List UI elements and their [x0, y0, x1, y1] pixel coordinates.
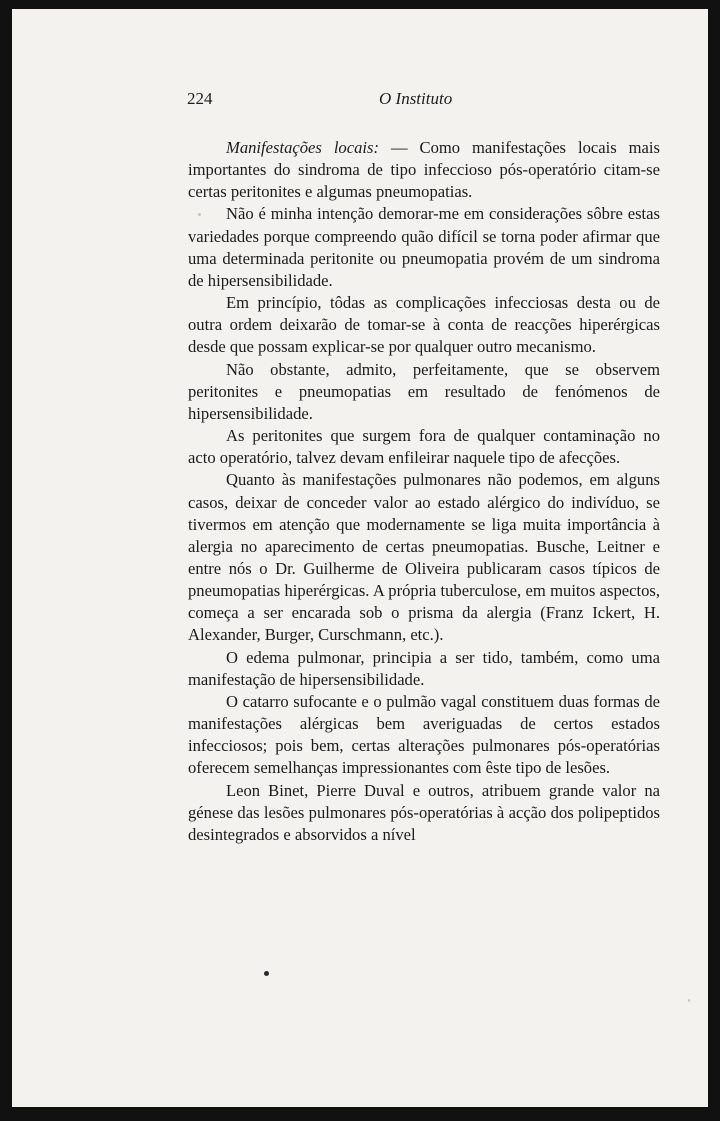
ink-speck [264, 971, 269, 976]
paper-speck [468, 391, 470, 393]
paragraph: Não é minha intenção demorar-me em considerações sôbre estas variedades porque compreendo quão difícil se torna poder afirmar que uma determinada peritonite ou pneumopatia provém de um sindroma de hipersensibilidade. [188, 204, 660, 290]
paragraph: Em princípio, tôdas as complicações infecciosas desta ou de outra ordem deixarão de tomar-se à conta de reacções hiperérgicas desde que possam explicar-se por qualquer outro mecanismo. [188, 293, 660, 357]
section-lead-term: Manifestações locais: [226, 138, 379, 157]
paragraph: As peritonites que surgem fora de qualquer contaminação no acto operatório, talvez devam enfileirar naquele tipo de afecções. [188, 426, 660, 468]
paragraph: O edema pulmonar, principia a ser tido, também, como uma manifestação de hipersensibilidade. [188, 647, 660, 689]
body-text [188, 137, 660, 846]
page-header [184, 89, 660, 115]
running-title: O Instituto [379, 89, 453, 108]
paragraph [188, 137, 660, 203]
paragraph: Não obstante, admito, perfeitamente, que se observem peritonites e pneumopatias em resultado de fenómenos de hipersensibilidade. [188, 359, 660, 423]
paper-speck [198, 213, 201, 216]
paper-speck [432, 305, 434, 307]
paper-speck [688, 999, 690, 1002]
paragraph-text: — Como manifestações locais mais importantes do sindroma de tipo infeccioso pós-operatório citam-se certas peritonites e algumas pneumopatias. [188, 138, 660, 202]
paragraph: O catarro sufocante e o pulmão vagal constituem duas formas de manifestações alérgicas bem averiguadas de certos estados infecciosos; pois bem, certas alterações pulmonares pós-operatórias oferecem semelhanças impressionantes com êste tipo de lesões. [188, 691, 660, 778]
paragraph: Leon Binet, Pierre Duval e outros, atribuem grande valor na génese das lesões pulmonares pós-operatórias à acção dos polipeptidos desintegrados e absorvidos a nível [188, 780, 660, 844]
page-number: 224 [187, 89, 213, 108]
paper-speck [560, 524, 562, 526]
paragraph: Quanto às manifestações pulmonares não podemos, em alguns casos, deixar de conceder valor ao estado alérgico do indivíduo, se tivermos em atenção que modernamente se liga muita importância à alergia no aparecimento de certas pneumopatias. Busche, Leitner e entre nós o Dr. Guilherme de Oliveira publicaram casos típicos de pneumopatias hiperérgicas. A própria tuberculose, em muitos aspectos, começa a ser encarada sob o prisma da alergia (Franz Ickert, H. Alexander, Burger, Curschmann, etc.). [188, 470, 660, 645]
